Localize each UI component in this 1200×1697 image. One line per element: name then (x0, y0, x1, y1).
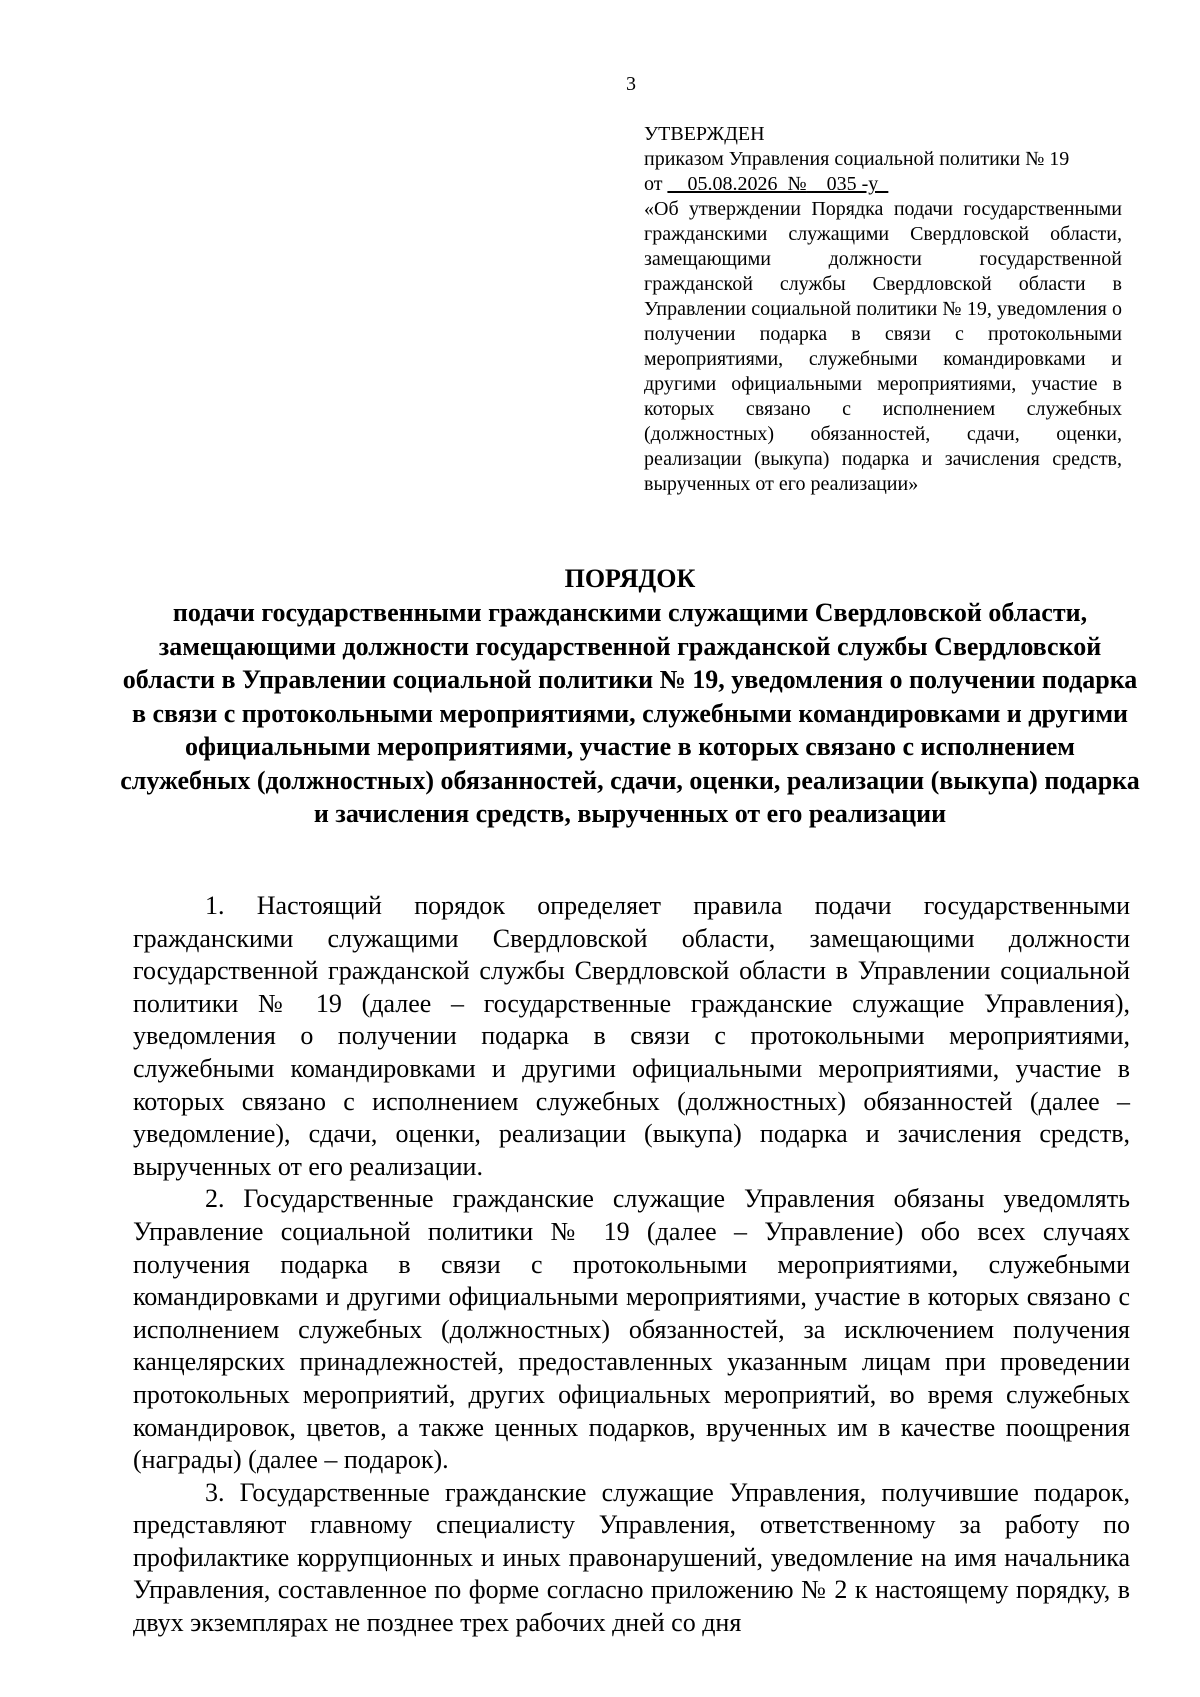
approval-date: __05.08.2026_ (667, 173, 788, 195)
page-number: 3 (626, 73, 636, 95)
approval-number: __035 -у_ (806, 173, 889, 195)
paragraph-1: 1. Настоящий порядок определяет правила подачи государственными гражданскими служащими Свердловской области, замещающими должности государственной гражданской службы Свердловской области в Управлении социальной политики № 19 (далее – государственные гражданские служащие Управления), уведомления о получении подарка в связи с протокольными мероприятиями, служебными командировками и другими официальными мероприятиями, участие в которых связано с исполнением служебных (должностных) обязанностей (далее – уведомление), сдачи, оценки, реализации (выкупа) подарка и зачисления средств, вырученных от его реализации. (133, 891, 1130, 1181)
document-title-block (120, 562, 1140, 831)
paragraph-2: 2. Государственные гражданские служащие Управления обязаны уведомлять Управление социальной политики № 19 (далее – Управление) обо всех случаях получения подарка в связи с протокольными мероприятиями, служебными командировками и другими официальными мероприятиями, участие в которых связано с исполнением служебных (должностных) обязанностей, за исключением получения канцелярских принадлежностей, предоставленных указанным лицам при проведении протокольных мероприятий, других официальных мероприятий, во время служебных командировок, цветов, а также ценных подарков, врученных им в качестве поощрения (награды) (далее – подарок). (133, 1184, 1130, 1475)
approval-number-prefix: № (787, 173, 807, 195)
approval-heading: УТВЕРЖДЕН (644, 123, 765, 145)
approval-stamp (644, 122, 1122, 497)
approval-description: «Об утверждении Порядка подачи государственными гражданскими служащими Свердловской области, замещающими должности государственной гражданской службы Свердловской области в Управлении социальной политики № 19, уведомления о получении подарка в связи с протокольными мероприятиями, служебными командировками и другими официальными мероприятиями, участие в которых связано с исполнением служебных (должностных) обязанностей, сдачи, оценки, реализации (выкупа) подарка и зачисления средств, вырученных от его реализации» (644, 198, 1122, 495)
document-subtitle: подачи государственными гражданскими служащими Свердловской области, замещающими должности государственной гражданской службы Свердловской области в Управлении социальной политики № 19, уведомления о получении подарка в связи с протокольными мероприятиями, служебными командировками и другими официальными мероприятиями, участие в которых связано с исполнением служебных (должностных) обязанностей, сдачи, оценки, реализации (выкупа) подарка и зачисления средств, вырученных от его реализации (120, 598, 1140, 828)
approval-date-prefix: от (644, 173, 668, 195)
document-body (133, 890, 1130, 1640)
approval-date-line (644, 172, 1122, 197)
approval-order-line: приказом Управления социальной политики № 19 (644, 148, 1070, 170)
document-title: ПОРЯДОК (564, 564, 696, 593)
paragraph-3: 3. Государственные гражданские служащие Управления, получившие подарок, представляют главному специалисту Управления, ответственному за работу по профилактике коррупционных и иных правонарушений, уведомление на имя начальника Управления, составленное по форме согласно приложению № 2 к настоящему порядку, в двух экземплярах не позднее трех рабочих дней со дня (133, 1477, 1130, 1638)
